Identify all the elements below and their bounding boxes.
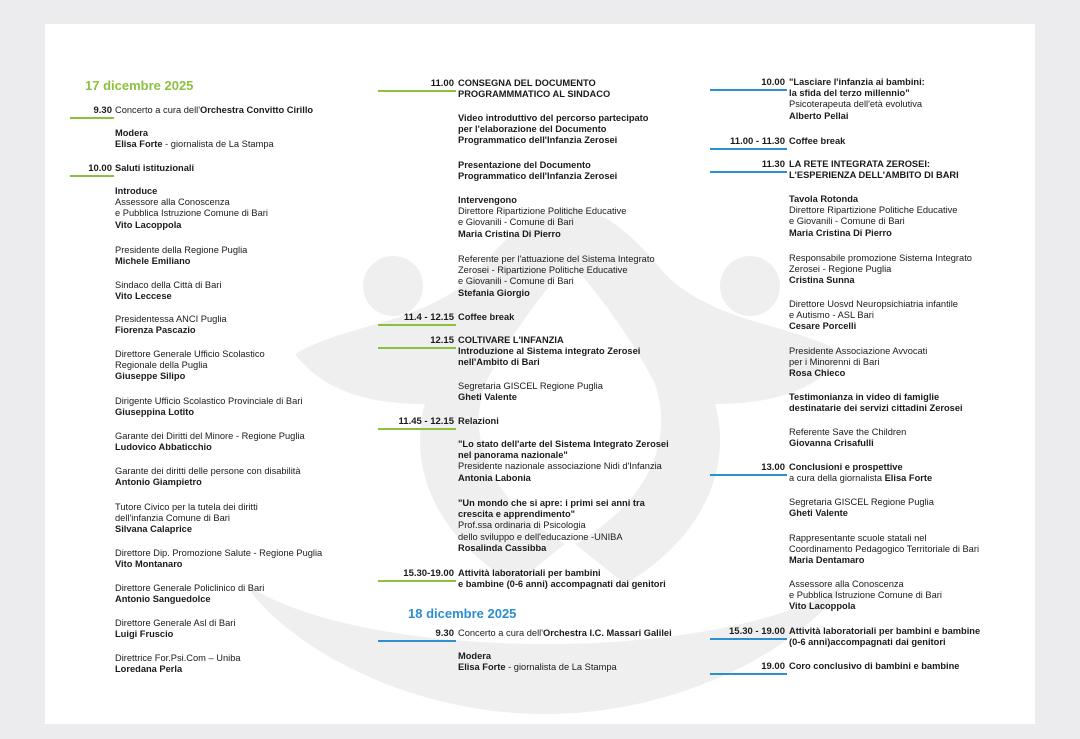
program-item: "Un mondo che si apre: i primi sei anni tra crescita e apprendimento" Prof.ssa ordinaria di Psicologia dello sviluppo e dell'educazione -UNIBA Rosalinda Cassibba bbox=[458, 498, 645, 553]
time-1300: 13.00 bbox=[761, 462, 785, 473]
time-1000: 10.00 bbox=[761, 77, 785, 88]
program-item: Garante dei Diritti del Minore - Regione Puglia Ludovico Abbaticchio bbox=[115, 431, 305, 453]
program-item: Video introduttivo del percorso partecipato per l'elaborazione del Documento Programmatico dell'Infanzia Zerosei bbox=[458, 113, 649, 146]
program-page bbox=[45, 24, 1035, 724]
time-rule bbox=[710, 89, 787, 91]
program-item: Coffee break bbox=[458, 312, 515, 322]
program-item: Coffee break bbox=[789, 136, 846, 146]
program-item: Concerto a cura dell'Orchestra Convitto Cirillo bbox=[115, 105, 314, 115]
time-1100: 11.00 bbox=[430, 78, 454, 89]
program-item: LA RETE INTEGRATA ZEROSEI: L'ESPERIENZA DELL'AMBITO DI BARI bbox=[789, 159, 959, 181]
time-1000: 10.00 bbox=[88, 163, 112, 174]
program-item: Coro conclusivo di bambini e bambine bbox=[789, 661, 960, 671]
program-item: Direttore Generale Policlinico di Bari Antonio Sanguedolce bbox=[115, 583, 265, 605]
time-relazioni: 11.45 - 12.15 bbox=[398, 416, 454, 427]
time-930: 9.30 bbox=[435, 628, 454, 639]
date-heading-17: 17 dicembre 2025 bbox=[85, 78, 194, 93]
program-item: Relazioni bbox=[458, 416, 499, 426]
time-coffee: 11.4 - 12.15 bbox=[403, 312, 454, 323]
time-coffee: 11.00 - 11.30 bbox=[730, 136, 785, 147]
program-item: Concerto a cura dell'Orchestra I.C. Massari Galilei bbox=[458, 628, 672, 638]
program-item: Direttrice For.Psi.Com – Uniba Loredana Perla bbox=[115, 653, 241, 675]
program-item: Dirigente Ufficio Scolastico Provinciale di Bari Giuseppina Lotito bbox=[115, 396, 303, 418]
program-item: Attività laboratoriali per bambini e bambine (0-6 anni)accompagnati dai genitori bbox=[789, 626, 981, 648]
program-item: Conclusioni e prospettive a cura della giornalista Elisa Forte bbox=[789, 462, 933, 484]
program-item: Garante dei diritti delle persone con disabilità Antonio Giampietro bbox=[115, 466, 301, 488]
time-rule bbox=[710, 148, 787, 150]
program-item: Assessore alla Conoscenza e Pubblica Istruzione Comune di Bari Vito Lacoppola bbox=[789, 579, 942, 612]
program-item: Presentazione del Documento Programmatico dell'Infanzia Zerosei bbox=[458, 160, 618, 182]
time-rule bbox=[710, 474, 787, 476]
time-rule bbox=[710, 673, 787, 675]
program-item: Presidente della Regione Puglia Michele Emiliano bbox=[115, 245, 248, 267]
program-item: COLTIVARE L'INFANZIA Introduzione al Sistema integrato Zerosei nell'Ambito di Bari bbox=[458, 335, 641, 368]
program-item: Segretaria GISCEL Regione Puglia Gheti Valente bbox=[789, 497, 934, 519]
time-1130: 11.30 bbox=[761, 159, 785, 170]
program-item: Tavola Rotonda Direttore Ripartizione Politiche Educative e Giovanili - Comune di Bari Maria Cristina Di Pierro bbox=[789, 194, 958, 238]
program-item: Direttore Generale Asl di Bari Luigi Fruscio bbox=[115, 618, 236, 640]
time-rule bbox=[70, 175, 114, 177]
program-item: Modera Elisa Forte - giornalista de La Stampa bbox=[115, 128, 274, 150]
time-rule bbox=[378, 90, 456, 92]
time-rule bbox=[710, 638, 787, 640]
time-1530: 15.30-19.00 bbox=[403, 568, 454, 579]
program-item: CONSEGNA DEL DOCUMENTO PROGRAMMMATICO AL SINDACO bbox=[458, 78, 611, 100]
program-item: Presidentessa ANCI Puglia Fiorenza Pascazio bbox=[115, 314, 227, 336]
program-item: Direttore Generale Ufficio Scolastico Regionale della Puglia Giuseppe Silipo bbox=[115, 349, 265, 382]
program-item: Referente per l'attuazione del Sistema Integrato Zerosei - Ripartizione Politiche Educative e Giovanili - Comune di Bari Stefania Giorgio bbox=[458, 254, 655, 298]
program-item: Modera Elisa Forte - giornalista de La Stampa bbox=[458, 651, 617, 673]
program-item: Introduce Assessore alla Conoscenza e Pubblica Istruzione Comune di Bari Vito Lacoppola bbox=[115, 186, 268, 230]
time-rule bbox=[378, 640, 456, 642]
time-rule bbox=[378, 347, 456, 349]
program-item: Presidente Associazione Avvocati per i Minorenni di Bari Rosa Chieco bbox=[789, 346, 928, 379]
time-rule bbox=[378, 580, 456, 582]
program-item: Direttore Uosvd Neuropsichiatria infantile e Autismo - ASL Bari Cesare Porcelli bbox=[789, 299, 958, 332]
time-1215: 12.15 bbox=[430, 335, 454, 346]
program-item: Responsabile promozione Sistema Integrato Zerosei - Regione Puglia Cristina Sunna bbox=[789, 253, 972, 286]
time-rule bbox=[378, 324, 456, 326]
program-item: Attività laboratoriali per bambini e bambine (0-6 anni) accompagnati dai genitori bbox=[458, 568, 666, 590]
time-1530: 15.30 - 19.00 bbox=[729, 626, 785, 637]
time-rule bbox=[70, 117, 114, 119]
program-item: Segretaria GISCEL Regione Puglia Gheti Valente bbox=[458, 381, 603, 403]
program-item: "Lo stato dell'arte del Sistema Integrato Zerosei nel panorama nazionale" Presidente nazionale associazione Nidi d'Infanzia Antonia Labonia bbox=[458, 439, 669, 483]
program-item: Tutore Civico per la tutela dei diritti dell'infanzia Comune di Bari Silvana Calaprice bbox=[115, 502, 258, 535]
program-item: Sindaco della Città di Bari Vito Leccese bbox=[115, 280, 222, 302]
time-1900: 19.00 bbox=[761, 661, 785, 672]
program-item: Referente Save the Children Giovanna Crisafulli bbox=[789, 427, 907, 449]
date-heading-18: 18 dicembre 2025 bbox=[408, 606, 517, 621]
program-item: Testimonianza in video di famiglie destinatarie dei servizi cittadini Zerosei bbox=[789, 392, 963, 414]
program-item: Saluti istituzionali bbox=[115, 163, 195, 173]
program-item: Direttore Dip. Promozione Salute - Regione Puglia Vito Montanaro bbox=[115, 548, 323, 570]
time-930: 9.30 bbox=[93, 105, 112, 116]
program-item: Rappresentante scuole statali nel Coordinamento Pedagogico Territoriale di Bari Maria Dentamaro bbox=[789, 533, 980, 566]
time-rule bbox=[378, 428, 456, 430]
program-item: "Lasciare l'infanzia ai bambini: la sfida del terzo millennio" Psicoterapeuta dell'età evolutiva Alberto Pellai bbox=[789, 77, 925, 121]
time-rule bbox=[710, 171, 787, 173]
program-item: Intervengono Direttore Ripartizione Politiche Educative e Giovanili - Comune di Bari Maria Cristina Di Pierro bbox=[458, 195, 627, 239]
